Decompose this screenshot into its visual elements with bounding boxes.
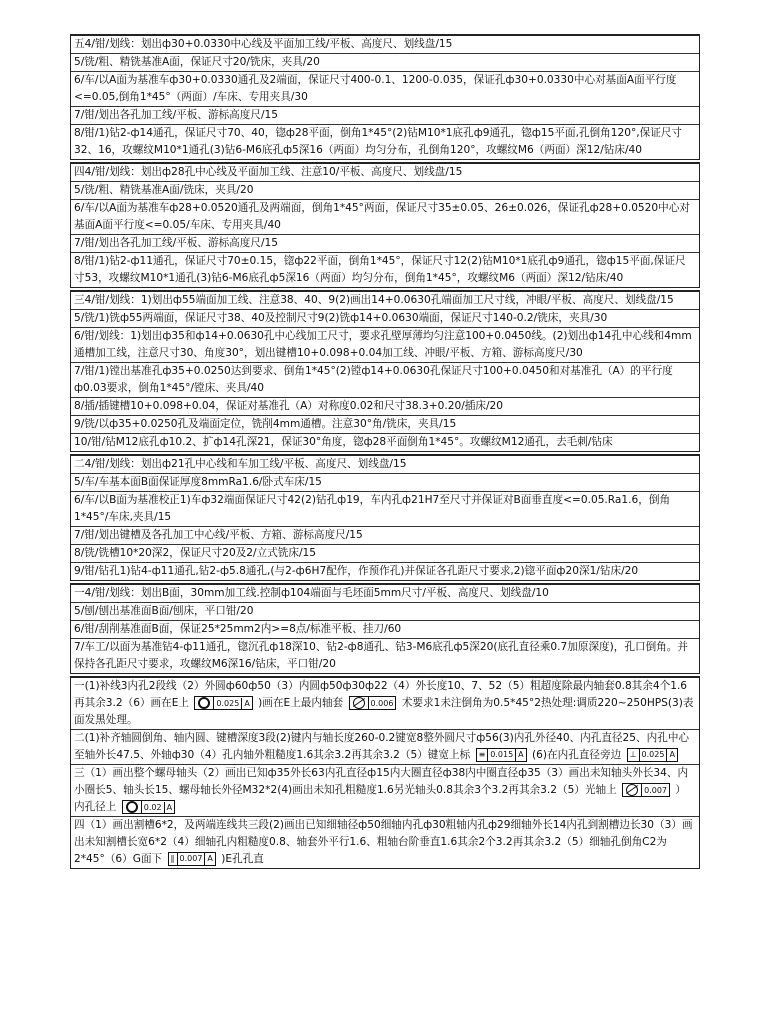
process-row: 5/刨/刨出基准面B面/刨床，平口钳/20 [71, 602, 699, 620]
perpendicularity-icon: ⊥ [628, 749, 640, 761]
req-text: 四（1）画出割槽6*2，及两端连线共三段(2)画出已知细轴径ф50细轴内孔ф30粗轴内孔ф29细轴外长14内孔到割槽边长30（3）画出未知割槽长宽6*2（4）细轴孔内粗糙度0.8、轴套外平行1.6、粗轴台阶垂直1.6其余2个3.2再其余3.2（5）细轴孔倒角C2为2*45°（6）G面下 [74, 819, 693, 865]
process-card-page [70, 34, 700, 978]
tolerance-frame [349, 696, 397, 710]
process-row: 7/钳/划出各孔加工线/平板、游标高度尺/15 [71, 234, 699, 252]
parallelism-icon: ∥ [169, 853, 178, 865]
process-row: 二4/钳/划线：划出ф21孔中心线和车加工线/平板、高度尺、划线盘/15 [74, 458, 407, 470]
process-row: 6/车/以A面为基准车ф30+0.0330通孔及2端面，保证尺寸400-0.1、1200-0.035，保证孔ф30+0.0330中心对基面A面平行度<=0.05,倒角1*45°（两面）/车床、专用夹具/30 [71, 71, 699, 106]
process-group-1 [70, 583, 700, 674]
shaft-drawing-requirements [70, 676, 700, 869]
tolerance-value: 0.02 [142, 802, 165, 814]
process-row: 10/钳/钻M12底孔ф10.2、扩ф14孔深21，保证30°角度，锪ф28平面倒角1*45°。攻螺纹M12通孔，去毛刺/钻床 [71, 433, 699, 451]
process-row: 6/车/以B面为基准校正1)车ф32端面保证尺寸42(2)钻孔ф19，车内孔ф21H7至尺寸并保证对B面垂直度<=0.05.Ra1.6，倒角1*45°/车床,夹具/15 [71, 491, 699, 526]
cylindricity-icon [623, 784, 642, 797]
tolerance-frame [622, 783, 670, 797]
tolerance-value: 0.007 [644, 785, 668, 795]
req-text: ）内孔径上 [74, 784, 686, 813]
datum-label: A [166, 802, 173, 812]
req-text: 二(1)补齐轴圆倒角、轴内圆、键槽深度3段(2)键内与轴长度260-0.2键宽8整外圆尺寸ф56(3)内孔外径40、内孔直径25、内孔中心至轴外长47.5、外轴ф30（4）孔内轴外粗糙度1.6其余3.2再其余3.2（5）键宽上标 [74, 732, 690, 761]
circularity-icon [195, 697, 214, 710]
process-group-5 [70, 34, 700, 160]
req-text: 一(1)补线3内孔2段线（2）外圆ф60ф50（3）内圆ф50ф30ф22（4）外长度10、7、52（5）粗超度除最内轴套0.8其余4个1.6再其余3.2（6）画在E上 [74, 680, 688, 709]
process-row: 7/钳/划出各孔加工线/平板、游标高度尺/15 [71, 106, 699, 124]
cylindricity-symbol-icon [626, 784, 638, 796]
process-row: 8/铣/铣槽10*20深2，保证尺寸20及2/立式铣床/15 [71, 544, 699, 562]
concentricity-icon [123, 801, 142, 814]
process-row: 5/车/车基本面B面保证厚度8mmRa1.6/卧式车床/15 [71, 473, 699, 491]
tolerance-frame [627, 748, 678, 762]
req-text: (6)在内孔直径旁边 [532, 749, 622, 761]
datum-label: A [207, 854, 213, 863]
process-row: 8/插/插键槽10+0.098+0.04，保证对基准孔（A）对称度0.02和尺寸38.3+0.20/插床/20 [71, 397, 699, 415]
process-row: 9/钳/钻孔1)钻4-ф11通孔,钻2-ф5.8通孔,(与2-ф6H7配作，作预作孔)并保证各孔距尺寸要求,2)锪平面ф20深1/钻床/20 [71, 562, 699, 580]
tolerance-value: 0.007 [178, 853, 206, 865]
process-row: 7/车工/以面为基准钻4-ф11通孔，锪沉孔ф18深10、钻2-ф8通孔、钻3-M6底孔ф5深20(底孔直径乘0.7加原深度)，孔口倒角。并保持各孔距尺寸要求，攻螺纹M6深16/钻床，平口钳/20 [71, 638, 699, 673]
cylindricity-symbol-icon [353, 697, 365, 709]
circle-symbol-icon [198, 697, 210, 709]
req-text: )画在E上最内轴套 [258, 697, 344, 709]
datum-label: A [669, 750, 675, 759]
shaft-req-row-2 [71, 729, 699, 764]
tolerance-value: 0.015 [488, 749, 516, 761]
process-row: 8/钳/1)钻2-ф14通孔，保证尺寸70、40，锪ф28平面，倒角1*45°(2)钻M10*1底孔ф9通孔，锪ф15平面,孔倒角120°,保证尺寸32、16，攻螺纹M10*1通孔(3)钻6-M6底孔ф5深16（两面）均匀分布，孔倒角120°，攻螺纹M6（两面）深12/钻床/40 [71, 124, 699, 159]
shaft-req-row-3 [71, 764, 699, 816]
process-row: 四4/钳/划线：划出ф28孔中心线及平面加工线、注意10/平板、高度尺、划线盘/15 [74, 166, 463, 178]
tolerance-frame [194, 696, 252, 710]
process-row: 6/钳/刮削基准面B面，保证25*25mm2内>=8点/标准平板、挂刀/60 [71, 620, 699, 638]
shaft-req-row-4 [71, 816, 699, 868]
process-row: 9/铣/以ф35+0.0250孔及端面定位，铣削4mm通槽。注意30°角/铣床，夹具/15 [71, 415, 699, 433]
tolerance-frame [168, 852, 216, 866]
process-group-3 [70, 290, 700, 452]
process-row: 7/钳/1)镗出基准孔ф35+0.0250达到要求、倒角1*45°(2)镗ф14+0.0630孔保证尺寸100+0.0450和对基准孔（A）的平行度ф0.03要求，倒角1*45°/镗床、夹具/40 [71, 362, 699, 397]
process-row: 5/铣/粗、精铣基准A面/铣床，夹具/20 [71, 181, 699, 199]
process-row: 一4/钳/划线：划出B面，30mm加工线.控制ф104端面与毛坯面5mm尺寸/平板、高度尺、划线盘/10 [74, 587, 549, 599]
process-row: 7/钳/划出键槽及各孔加工中心线/平板、方箱、游标高度尺/15 [71, 526, 699, 544]
process-row: 5/铣/粗、精铣基准A面，保证尺寸20/铣床，夹具/20 [71, 53, 699, 71]
process-group-4 [70, 162, 700, 288]
process-row: 五4/钳/划线：划出ф30+0.0330中心线及平面加工线/平板、高度尺、划线盘/15 [74, 38, 453, 50]
cylindricity-icon [350, 697, 369, 710]
req-text: 术要求1未注倒角为0.5*45°2热处理:调质220~250HPS(3)表面发黑处理。 [74, 697, 694, 726]
req-text: 三（1）画出整个螺母轴头（2）画出已知ф35外长63内孔直径ф15内大圈直径ф38内中圈直径ф35（3）画出未知轴头外长34、内小圈长5、轴头长15、螺母轴长外径M32*2(4)画出未知孔粗糙度1.6另光轴头0.8其余3个3.2再其余3.2（5）光轴上 [74, 767, 689, 796]
symmetry-icon: ≡ [477, 749, 489, 761]
tolerance-value: 0.025 [214, 698, 242, 710]
datum-label: A [244, 698, 250, 708]
process-row: 6/车/以A面为基准车ф28+0.0520通孔及两端面，倒角1*45°两面，保证尺寸35±0.05、26±0.026，保证孔ф28+0.0520中心对基面A面平行度<=0.05/车床、专用夹具/40 [71, 199, 699, 234]
process-group-2 [70, 454, 700, 581]
concentric-symbol-icon [126, 801, 138, 813]
process-row: 6/钳/划线：1)划出ф35和ф14+0.0630孔中心线加工尺寸，要求孔壁厚薄均匀注意100+0.0450线。(2)划出ф14孔中心线和4mm通槽加工线，注意尺寸30、角度30°，划出键槽10+0.098+0.04加工线、冲眼/平板、方箱、游标高度尺/30 [71, 327, 699, 362]
tolerance-frame [122, 800, 175, 814]
process-row: 8/钳/1)钻2-ф11通孔，保证尺寸70±0.15，锪ф22平面，倒角1*45°，保证尺寸12(2)钻M10*1底孔ф9通孔，锪ф15平面,保证尺寸53，攻螺纹M10*1通孔(3)钻6-M6底孔ф5深16（两面）均匀分布，倒角1*45°，攻螺纹M6（两面）深12/钻床/40 [71, 252, 699, 287]
process-row: 5/铣/1)铣ф55两端面，保证尺寸38、40及控制尺寸9(2)铣ф14+0.0630端面，保证尺寸140-0.2/铣床，夹具/30 [71, 309, 699, 327]
tolerance-frame [476, 748, 527, 762]
shaft-req-row-1 [71, 678, 699, 729]
tolerance-value: 0.006 [370, 698, 394, 708]
req-text: )E孔孔直 [221, 853, 264, 865]
tolerance-value: 0.025 [640, 749, 668, 761]
datum-label: A [518, 750, 524, 759]
process-row: 三4/钳/划线：1)划出ф55端面加工线、注意38、40、9(2)画出14+0.0630孔端面加工尺寸线，冲眼/平板、高度尺、划线盘/15 [74, 294, 674, 306]
